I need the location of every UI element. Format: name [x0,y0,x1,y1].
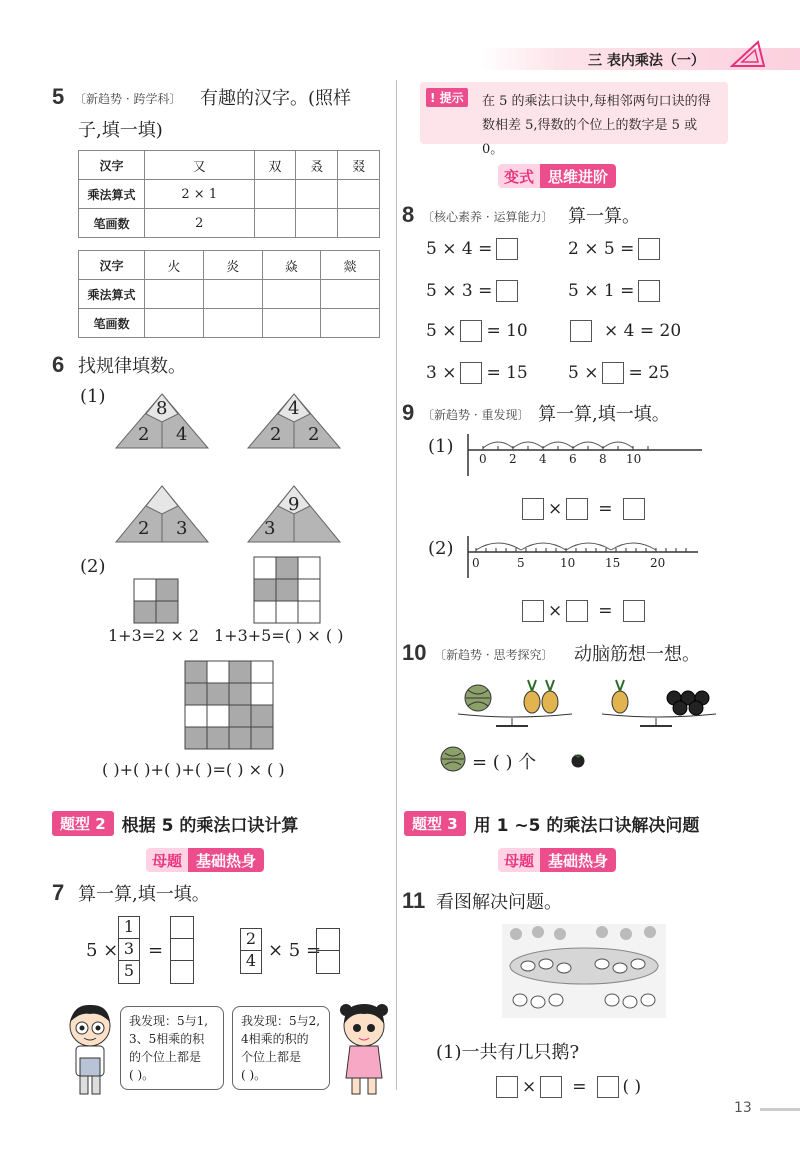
tick-label: 10 [626,452,642,466]
q10-tag: 〔新趋势 · 思考探究〕 [434,648,554,662]
answer-box[interactable] [623,600,645,622]
q9-tag: 〔新趋势 · 重发现〕 [422,408,530,422]
bubble-line: 3、5相乘的积 [129,1032,205,1046]
pill-label-a: 母题 [146,848,188,872]
tri3-left: 2 [138,518,150,539]
q6-formula-2[interactable]: 1+3+5=( ) × ( ) [214,626,344,645]
q7-col-cell: 1 [119,917,139,939]
tick-label: 0 [472,556,480,570]
q7-text: 算一算,填一填。 [78,884,210,905]
eq-text: 5 × 1 = [568,281,635,301]
equals-sign: = [598,499,613,519]
section-2-tag: 题型 2 [52,811,114,836]
q11-answer [496,1076,641,1098]
q9-part2-label: (2) [428,538,454,559]
answer-box[interactable] [597,1076,619,1098]
answer-box[interactable] [496,280,518,302]
tick-label: 10 [560,556,576,570]
q8-eq-5 [426,320,528,342]
q7-answer-column-1[interactable] [170,916,194,984]
answer-box[interactable] [460,362,482,384]
eq-text: = 25 [628,363,670,383]
eq-text: 5 × 4 = [426,239,493,259]
answer-cell[interactable] [203,280,262,309]
q6-part1-label: (1) [80,386,106,407]
q7-right-mult: × 5 = [268,940,322,961]
q11-number: 11 [402,888,426,913]
pill-label-b: 基础热身 [188,848,264,872]
q8-eq-1 [426,238,518,260]
pill-label-b: 基础热身 [540,848,616,872]
equals-sign: = [572,1077,587,1097]
column-divider [396,80,397,1090]
chapter-title: 三 表内乘法（一） [588,53,705,69]
q7-col-cell: 3 [119,939,139,961]
q8-tag: 〔核心素养 · 运算能力〕 [422,210,554,224]
pill-label-a: 母题 [498,848,540,872]
q5-text-1: 有趣的汉字。(照样 [200,88,352,109]
q7-col2-cell: 2 [241,929,261,951]
tri4-left: 3 [264,518,276,539]
balance-scale-2 [596,676,726,730]
times-sign: × [548,601,563,621]
expr-cell: 2 × 1 [145,180,255,209]
page-number-rule [760,1108,800,1111]
q5-number: 5 [52,84,65,109]
q9-answer-2 [522,600,645,622]
row-label: 汉字 [79,251,145,280]
answer-cell[interactable] [338,209,380,238]
eq-text: 5 × [426,321,457,341]
tick-label: 6 [569,452,577,466]
watermelon-icon [440,746,466,772]
bubble-line: 个位上都是 [241,1050,302,1064]
tri2-left: 2 [270,424,282,445]
speech-bubble-boy [120,1006,224,1090]
answer-box[interactable] [638,238,660,260]
answer-cell[interactable] [321,309,380,338]
tri1-right: 4 [176,424,188,445]
ruler-triangle-icon [730,40,766,68]
geese-pond-illustration [502,924,666,1018]
char-cell: 炎 [203,251,262,280]
q6-part2-label: (2) [80,556,106,577]
tri1-top: 8 [156,398,168,419]
tick-label: 8 [599,452,607,466]
q10-number: 10 [402,640,427,665]
q10-text: 动脑筋想一想。 [574,644,700,665]
q5-tag: 〔新趋势 · 跨学科〕 [74,92,182,106]
row-label: 笔画数 [79,209,145,238]
row-label: 乘法算式 [79,180,145,209]
q7-column-1 [118,916,140,984]
tick-label: 20 [650,556,666,570]
char-cell: 焱 [262,251,321,280]
tri3-right: 3 [176,518,188,539]
q8-eq-7 [426,362,528,384]
answer-cell[interactable] [254,209,296,238]
tip-tag: ! 提示 [426,88,468,107]
answer-cell[interactable] [321,280,380,309]
answer-box[interactable] [496,238,518,260]
square-grid-4x4 [184,660,274,750]
q8-number: 8 [402,202,415,227]
bubble-line: 我发现：5与2, [241,1014,321,1028]
triangle-3 [114,484,210,544]
eq-text: 3 × [426,363,457,383]
stroke-cell: 2 [145,209,255,238]
q7-left-mult: 5 × [86,940,119,961]
q6-text: 找规律填数。 [78,356,186,377]
q8-eq-8 [568,362,670,384]
answer-box[interactable] [496,1076,518,1098]
q8-eq-4 [568,280,660,302]
section-3-title: 用 1 ~5 的乘法口诀解决问题 [473,815,700,836]
q7-column-2 [240,928,262,974]
q7-number: 7 [52,880,65,905]
char-cell: 叒 [296,151,338,180]
unit-paren[interactable]: ( ) [622,1077,642,1097]
answer-box[interactable] [540,1076,562,1098]
char-cell: 火 [145,251,204,280]
row-label: 乘法算式 [79,280,145,309]
char-cell: 又 [145,151,255,180]
pill-label-a: 变式 [498,164,540,188]
bubble-line: 我发现：5与1, [129,1014,209,1028]
square-grid-3x3 [253,556,321,624]
balance-scale-1 [452,676,582,730]
answer-cell[interactable] [296,180,338,209]
speech-bubble-girl [232,1006,330,1090]
char-cell: 叕 [338,151,380,180]
bubble-line[interactable]: ( )。 [129,1068,155,1082]
section-3-header [404,810,699,836]
answer-cell[interactable] [203,309,262,338]
bubble-line[interactable]: ( )。 [241,1068,267,1082]
section-2-pill [146,848,264,872]
q10-answer[interactable]: = ( ) 个 [472,752,537,773]
q8-eq-3 [426,280,518,302]
times-sign: × [548,499,563,519]
q5-text-2: 子,填一填) [78,120,163,141]
answer-box[interactable] [570,320,592,342]
eq-text: 5 × [568,363,599,383]
char-cell: 双 [254,151,296,180]
times-sign: × [522,1077,537,1097]
tri1-left: 2 [138,424,150,445]
section-2-header [52,810,298,836]
q8-text: 算一算。 [568,206,640,227]
equals-sign: = [598,601,613,621]
section-2-title: 根据 5 的乘法口诀计算 [121,815,299,836]
eq-text: = 15 [486,363,528,383]
bubble-line: 4相乘的积的 [241,1032,309,1046]
answer-box[interactable] [638,280,660,302]
answer-cell[interactable] [262,280,321,309]
tomato-icon [570,752,586,768]
answer-box[interactable] [602,362,624,384]
answer-cell[interactable] [338,180,380,209]
q7-col2-cell: 4 [245,951,257,970]
tri2-right: 2 [308,424,320,445]
q6-formula-1: 1+3=2 × 2 [108,626,200,645]
q5-table-1 [78,150,380,238]
answer-box[interactable] [623,498,645,520]
section-3-pill [498,848,616,872]
q11-sub1: (1)一共有几只鹅? [436,1042,580,1063]
girl-illustration [332,996,396,1100]
q11-text: 看图解决问题。 [436,892,562,913]
tick-label: 15 [605,556,621,570]
boy-illustration [60,1000,120,1100]
q9-text: 算一算,填一填。 [538,404,670,425]
answer-cell[interactable] [254,180,296,209]
answer-box[interactable] [522,498,544,520]
page-number: 13 [734,1100,752,1116]
section-3-tag: 题型 3 [404,811,466,836]
row-label: 笔画数 [79,309,145,338]
q6-formula-3[interactable]: ( )+( )+( )+( )=( ) × ( ) [102,760,285,779]
tri4-top: 9 [288,494,300,515]
answer-cell[interactable] [145,309,204,338]
answer-box[interactable] [566,600,588,622]
tip-box [420,82,728,157]
answer-cell[interactable] [296,209,338,238]
bubble-line: 的个位上都是 [129,1050,202,1064]
tick-label: 4 [539,452,547,466]
q9-number: 9 [402,400,415,425]
answer-cell[interactable] [262,309,321,338]
number-line-2-labels [466,556,706,574]
eq-text: × 4 = 20 [604,321,682,341]
char-cell: 燚 [321,251,380,280]
answer-box[interactable] [566,498,588,520]
tip-text: 在 5 的乘法口诀中,每相邻两句口诀的得数相差 5,得数的个位上的数字是 5 或 0。 [482,94,711,157]
eq-text: 5 × 3 = [426,281,493,301]
tick-label: 0 [479,452,487,466]
tri2-top: 4 [288,398,300,419]
q8-eq-6 [570,320,681,342]
pill-label-b: 思维进阶 [540,164,616,188]
answer-box[interactable] [522,600,544,622]
q5-table-2 [78,250,380,338]
eq-text: 2 × 5 = [568,239,635,259]
row-label: 汉字 [79,151,145,180]
q9-part1-label: (1) [428,436,454,457]
answer-box[interactable] [460,320,482,342]
q7-equals-1: = [148,940,164,961]
tick-label: 2 [509,452,517,466]
variant-pill [498,164,616,188]
q7-col-cell: 5 [123,961,135,980]
q7-answer-column-2[interactable] [316,928,340,974]
q9-answer-1 [522,498,645,520]
q8-eq-2 [568,238,660,260]
answer-cell[interactable] [145,280,204,309]
q6-number: 6 [52,352,65,377]
tick-label: 5 [517,556,525,570]
eq-text: = 10 [486,321,528,341]
number-line-1-labels [466,452,706,470]
square-grid-2x2 [133,578,179,624]
